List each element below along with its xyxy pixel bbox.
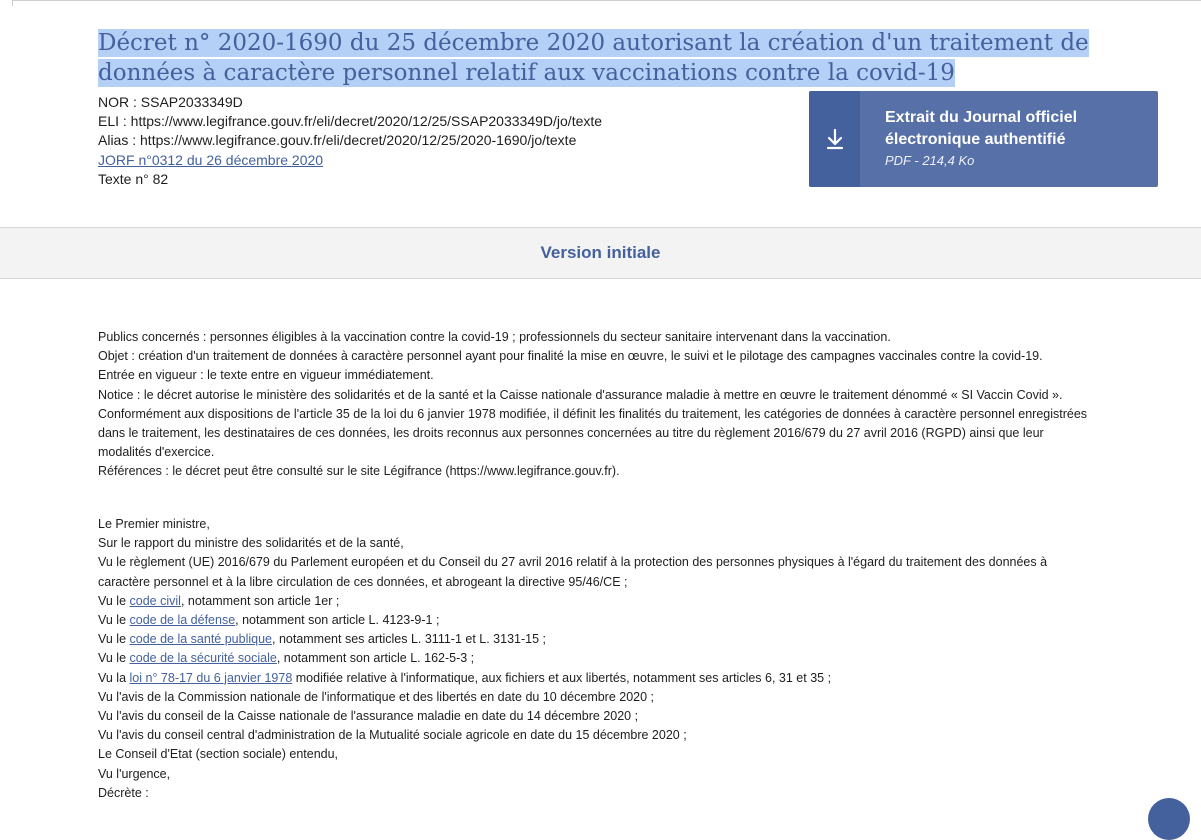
download-label: Extrait du Journal officiel électronique authentifié — [885, 109, 1078, 148]
page-title — [98, 28, 1163, 88]
avis-cnil: Vu l'avis de la Commission nationale de l'informatique et des libertés en date du 10 décembre 2020 ; — [98, 689, 655, 704]
vu-code-secu: Vu le code de la sécurité sociale, notamment son article L. 162-5-3 ; — [98, 651, 475, 666]
decrete: Décrète : — [98, 785, 149, 800]
alias-line: Alias : https://www.legifrance.gouv.fr/eli/decret/2020/12/25/2020-1690/jo/texte — [98, 132, 577, 149]
texte-number: Texte n° 82 — [98, 170, 169, 187]
vu-reglement: Vu le règlement (UE) 2016/679 du Parlement européen et du Conseil du 27 avril 2016 relatif à la protection des personnes physiques à l'égard du traitement des données à caractère personnel et à la libre circulation de ces données, et abrogeant la directive 95/46/CE ; — [98, 555, 1048, 589]
page-frame-edge — [12, 0, 1201, 6]
rapport: Sur le rapport du ministre des solidarités et de la santé, — [98, 536, 404, 551]
vu-loi-78-17: Vu la loi n° 78-17 du 6 janvier 1978 modifiée relative à l'informatique, aux fichiers et aux libertés, notamment ses articles 6, 31 et 35 ; — [98, 670, 832, 685]
text-metadata — [98, 93, 602, 189]
vu-code-sante: Vu le code de la santé publique, notamment ses articles L. 3111-1 et L. 3131-15 ; — [98, 632, 546, 647]
code-civil-link[interactable]: code civil — [129, 593, 181, 608]
avis-msa: Vu l'avis du conseil central d'administration de la Mutualité sociale agricole en date du 15 décembre 2020 ; — [98, 728, 687, 743]
jorf-link[interactable]: JORF n°0312 du 26 décembre 2020 — [98, 151, 324, 168]
loi-78-17-link[interactable]: loi n° 78-17 du 6 janvier 1978 — [129, 670, 293, 685]
download-journal-button[interactable] — [809, 91, 1158, 187]
eli-line: ELI : https://www.legifrance.gouv.fr/eli/decret/2020/12/25/SSAP2033349D/jo/texte — [98, 113, 603, 130]
notice: Notice : le décret autorise le ministère des solidarités et de la santé et la Caisse nationale d'assurance maladie à mettre en œuvre le traitement dénommé « SI Vaccin Covid ». Conformément aux dispositions de l'article 35 de la loi du 6 janvier 1978 modifiée, il définit les finalités du traitement, les catégories de données à caractère personnel enregistrées dans le traitement, les destinataires de ces données, les droits reconnus aux personnes concernées au titre du règlement 2016/679 du 27 avril 2016 (RGPD) ainsi que leur modalités d'exercice. — [98, 387, 1088, 460]
nor-line: NOR : SSAP2033349D — [98, 94, 243, 110]
publics-concernes: Publics concernés : personnes éligibles à la vaccination contre la covid-19 ; professionnels du secteur sanitaire intervenant dans la vaccination. — [98, 330, 891, 344]
references: Références : le décret peut être consulté sur le site Légifrance (https://www.legifrance.gouv.fr). — [98, 464, 620, 479]
code-securite-sociale-link[interactable]: code de la sécurité sociale — [129, 651, 277, 666]
download-icon — [809, 91, 860, 187]
vu-code-defense: Vu le code de la défense, notamment son article L. 4123-9-1 ; — [98, 613, 440, 628]
download-filesize: PDF - 214,4 Ko — [885, 153, 975, 168]
conseil-etat: Le Conseil d'Etat (section sociale) entendu, — [98, 747, 339, 762]
premier-ministre: Le Premier ministre, — [98, 517, 210, 531]
notice-block — [98, 328, 1098, 482]
avis-cnam: Vu l'avis du conseil de la Caisse nationale de l'assurance maladie en date du 14 décembre 2020 ; — [98, 709, 639, 724]
vu-code-civil: Vu le code civil, notamment son article 1er ; — [98, 593, 340, 608]
version-label: Version initiale — [540, 243, 661, 262]
version-bar — [0, 227, 1201, 279]
urgence: Vu l'urgence, — [98, 766, 171, 781]
entree-en-vigueur: Entrée en vigueur : le texte entre en vigueur immédiatement. — [98, 368, 434, 383]
visas-block — [98, 515, 1098, 803]
title-text: Décret n° 2020-1690 du 25 décembre 2020 autorisant la création d'un traitement de données à caractère personnel relatif aux vaccinations contre la covid-19 — [98, 30, 1089, 86]
code-sante-publique-link[interactable]: code de la santé publique — [129, 632, 272, 647]
code-defense-link[interactable]: code de la défense — [129, 613, 236, 628]
scroll-top-button[interactable] — [1148, 798, 1190, 840]
objet: Objet : création d'un traitement de données à caractère personnel ayant pour finalité la mise en œuvre, le suivi et le pilotage des campagnes vaccinales contre la covid-19. — [98, 349, 1043, 364]
